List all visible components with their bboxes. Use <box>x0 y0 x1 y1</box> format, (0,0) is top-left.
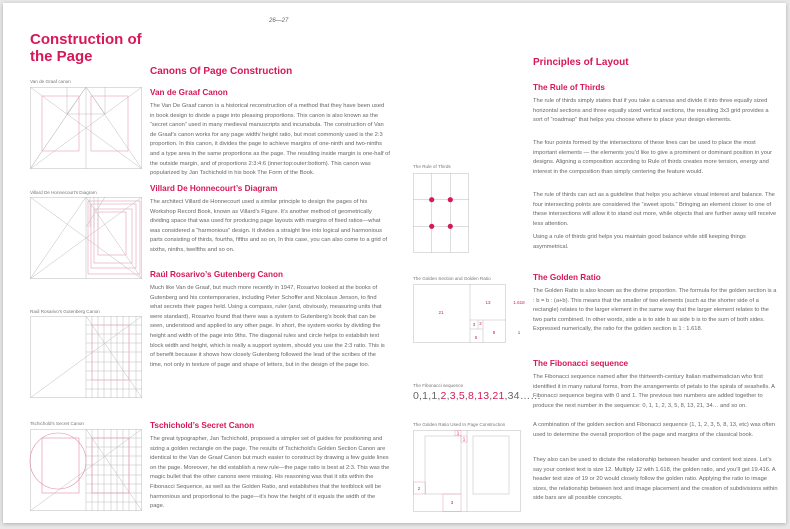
heading-villard: Villard De Honnecourt’s Diagram <box>150 184 278 193</box>
rosarivo-diagram <box>30 316 142 398</box>
golden-section-diagram <box>413 284 531 344</box>
svg-text:8: 8 <box>492 330 496 335</box>
body-fibonacci-3: They also can be used to dictate the relationship between header and content text sizes. Let’s say your context text is size 12. Multiply 12 with 1.618, the golden ratio, and you’ll get 19.416. A header text size of 19 or 20 would closely follow the golden ratio. Applying the ratio to image sizes, the relationship between text and image placement and the creation of subdivisions within side bars are all possible concepts. <box>533 457 778 502</box>
svg-text:1: 1 <box>462 436 466 442</box>
body-fibonacci-1: The Fibonacci sequence named after the thirteenth-century Italian mathematician who first identified it in many natural forms, from the arrangements of petals to the spirals of seashells. A Fibonacci sequence begins with 0 and 1. The previous two numbers are added together to produce the next number in the sequence: 0, 1, 1, 2, 3, 5, 8, 13, 21, 34… and so on. <box>533 374 775 409</box>
body-rule-of-thirds-4: Using a rule of thirds grid helps you maintain good balance while still keeping things asymmetrical. <box>533 234 746 250</box>
heading-golden-ratio: The Golden Ratio <box>533 273 601 282</box>
figure-caption: Raúl Rosarivo's Gutenberg Canon <box>30 309 100 314</box>
body-rule-of-thirds-1: The rule of thirds simply states that if you take a canvas and divide it into three equally sized horizontal sections and three equally sized vertical sections, the resulting 3x3 grid provides a sort of “roadmap” that helps you choose where to place your design elements. <box>533 98 769 124</box>
villard-diagram <box>30 197 142 279</box>
figure-caption: The Golden Ratio Used In Page Construction <box>413 422 506 427</box>
svg-text:3: 3 <box>450 500 454 505</box>
golden-ratio-page-diagram <box>413 430 521 512</box>
figure-caption: Villard De Honnecourt's Diagram <box>30 190 97 195</box>
fibonacci-sequence: 0,1,1,2,3,5,8,13,21,34…… <box>413 390 542 402</box>
body-villard: The architect Villard de Honnecourt used a similar principle to design the pages of his Workshop Record Book, known as Villard’s Figure. It’s another method of geometrically dividing space that was used for producing page layouts with margins of fixed ratios—what was considered a “harmonious” design. It divides a straight line into logical and harmonious parts consisting of thirds, fourths, fifths and so on, In this case, you can also come to a grid of sixths, ninths, twelfths and so on. <box>150 199 388 253</box>
svg-text:1: 1 <box>517 330 521 335</box>
rule-of-thirds-diagram <box>413 173 469 253</box>
body-golden-ratio: The Golden Ratio is also known as the divine proportion. The formula for the golden section is a : b = b : (a+b). This means that the smaller of two elements (such as the shorter side of a rectangle) relates to the larger element in the same way that the larger element relates to the two parts combined. In other words, side a is to side b as side b is to the sum of both sides. Expressed numerically, the ratio for the golden section is 1 : 1.618. <box>533 288 777 333</box>
svg-text:1.618: 1.618 <box>513 300 525 305</box>
body-rule-of-thirds-2: The four points formed by the intersections of these lines can be used to place the most important elements — the elements you’d like to give a prominent or dominant position in your designs. Aligning a composition according to Rule of thirds creates more tension, energy and interest in the composition than simply centering the feature would. <box>533 140 773 175</box>
page-numbers: 26—27 <box>269 18 289 24</box>
svg-text:3: 3 <box>472 322 476 327</box>
svg-text:2: 2 <box>479 321 482 326</box>
figure-caption: Van de Graaf canon <box>30 79 71 84</box>
van-de-graaf-diagram <box>30 87 142 169</box>
svg-text:21: 21 <box>438 310 444 315</box>
figure-caption: The Rule of Thirds <box>413 164 451 169</box>
figure-caption: The Golden Section and Golden Ratio <box>413 276 491 281</box>
svg-text:1: 1 <box>456 430 460 436</box>
figure-caption: Tschichold's Secret Canon <box>30 421 84 426</box>
heading-van-de-graaf: Van de Graaf Canon <box>150 88 228 97</box>
body-rosarivo: Much like Van de Graaf, but much more recently in 1947, Rosarivo looked at the books of Gutenberg and his contemporaries, including Peter Schoffer and Nicolaus Jenson, to find what secrets their pages held. Using a compass, ruler (and, obviously, measuring units that were standard), Rosarivo found that there was a system to Gutenberg’s book that can be seen, understood and applied to any other page. In short, the system works by dividing the height and width of the page into 9ths. The diagonal rules and circle helps to establish text block width and height, which is really a support system, should you use the 2:3 ratio. This is of benefit because it shows how closely Gutenberg followed the lead of the scribes of the time, not only in texture of page and shape of letters, but in the design of the page too. <box>150 285 385 368</box>
heading-tschichold: Tschichold’s Secret Canon <box>150 421 255 430</box>
svg-text:13: 13 <box>485 300 491 305</box>
svg-text:5: 5 <box>474 335 478 340</box>
figure-caption: The Fibonacci sequence <box>413 383 464 388</box>
book-spread <box>3 3 786 523</box>
heading-rosarivo: Raúl Rosarivo’s Gutenberg Canon <box>150 270 283 279</box>
body-fibonacci-2: A combination of the golden section and Fibonacci sequence (1, 1, 2, 3, 5, 8, 13, etc) was often used to determine the overall proportion of the page and margins of the classical book. <box>533 422 775 438</box>
section-title-canons: Canons Of Page Construction <box>150 66 293 77</box>
heading-fibonacci: The Fibonacci sequence <box>533 359 629 368</box>
body-tschichold: The great typographer, Jan Tschichold, proposed a simpler set of guides for positioning and sizing a golden rectangle on the page. The results of Tschichold’s Golden Section Canon are identical to the Van de Graaf Canon but much easier to construct by drawing a few guide lines on the page. Moreover, he did establish a new rule—the page ratio is best at 2:3. This was the magic bullet that the other canons were missing. His reasoning was that it sits within the Fibonacci Sequence, as well as the Golden Ratio, and establishes that the textblock will be harmonious and proportional to the page—it’s how the height of it equals the width of the page. <box>150 436 390 510</box>
heading-rule-of-thirds: The Rule of Thirds <box>533 83 605 92</box>
tschichold-diagram <box>30 429 142 511</box>
body-van-de-graaf: The Van De Graaf canon is a historical reconstruction of a method that they have been used in book design to divide a page into pleasing proportions. This canon is also known as the “secret canon” used in many medieval manuscripts and incunabula. The construction of Van de Graaf’s canon works for any page width/ height ratio, but most commonly used is the 2:3 proportion. In this canon, it divides the page to achieve margins of one-ninth and two-ninths and a type area in the same proportions as the page. The resulting inside margin is one-half of the outside margin, and of proportions 2:3:4:6 (inner:top:outer:bottom). This canon was popularized by Jan Tschichold in his book The Form of the Book. <box>150 103 390 177</box>
section-title-principles: Principles of Layout <box>533 57 629 68</box>
page-title: Construction of the Page <box>30 31 142 65</box>
body-rule-of-thirds-3: The rule of thirds can act as a guideline that helps you achieve visual interest and balance. The four intersecting points are considered the “sweet spots.” Bringing an element closer to one of these intersections will allow it to stand out more, while objects that are further away will receive less attention. <box>533 192 777 227</box>
svg-text:2: 2 <box>417 486 421 491</box>
